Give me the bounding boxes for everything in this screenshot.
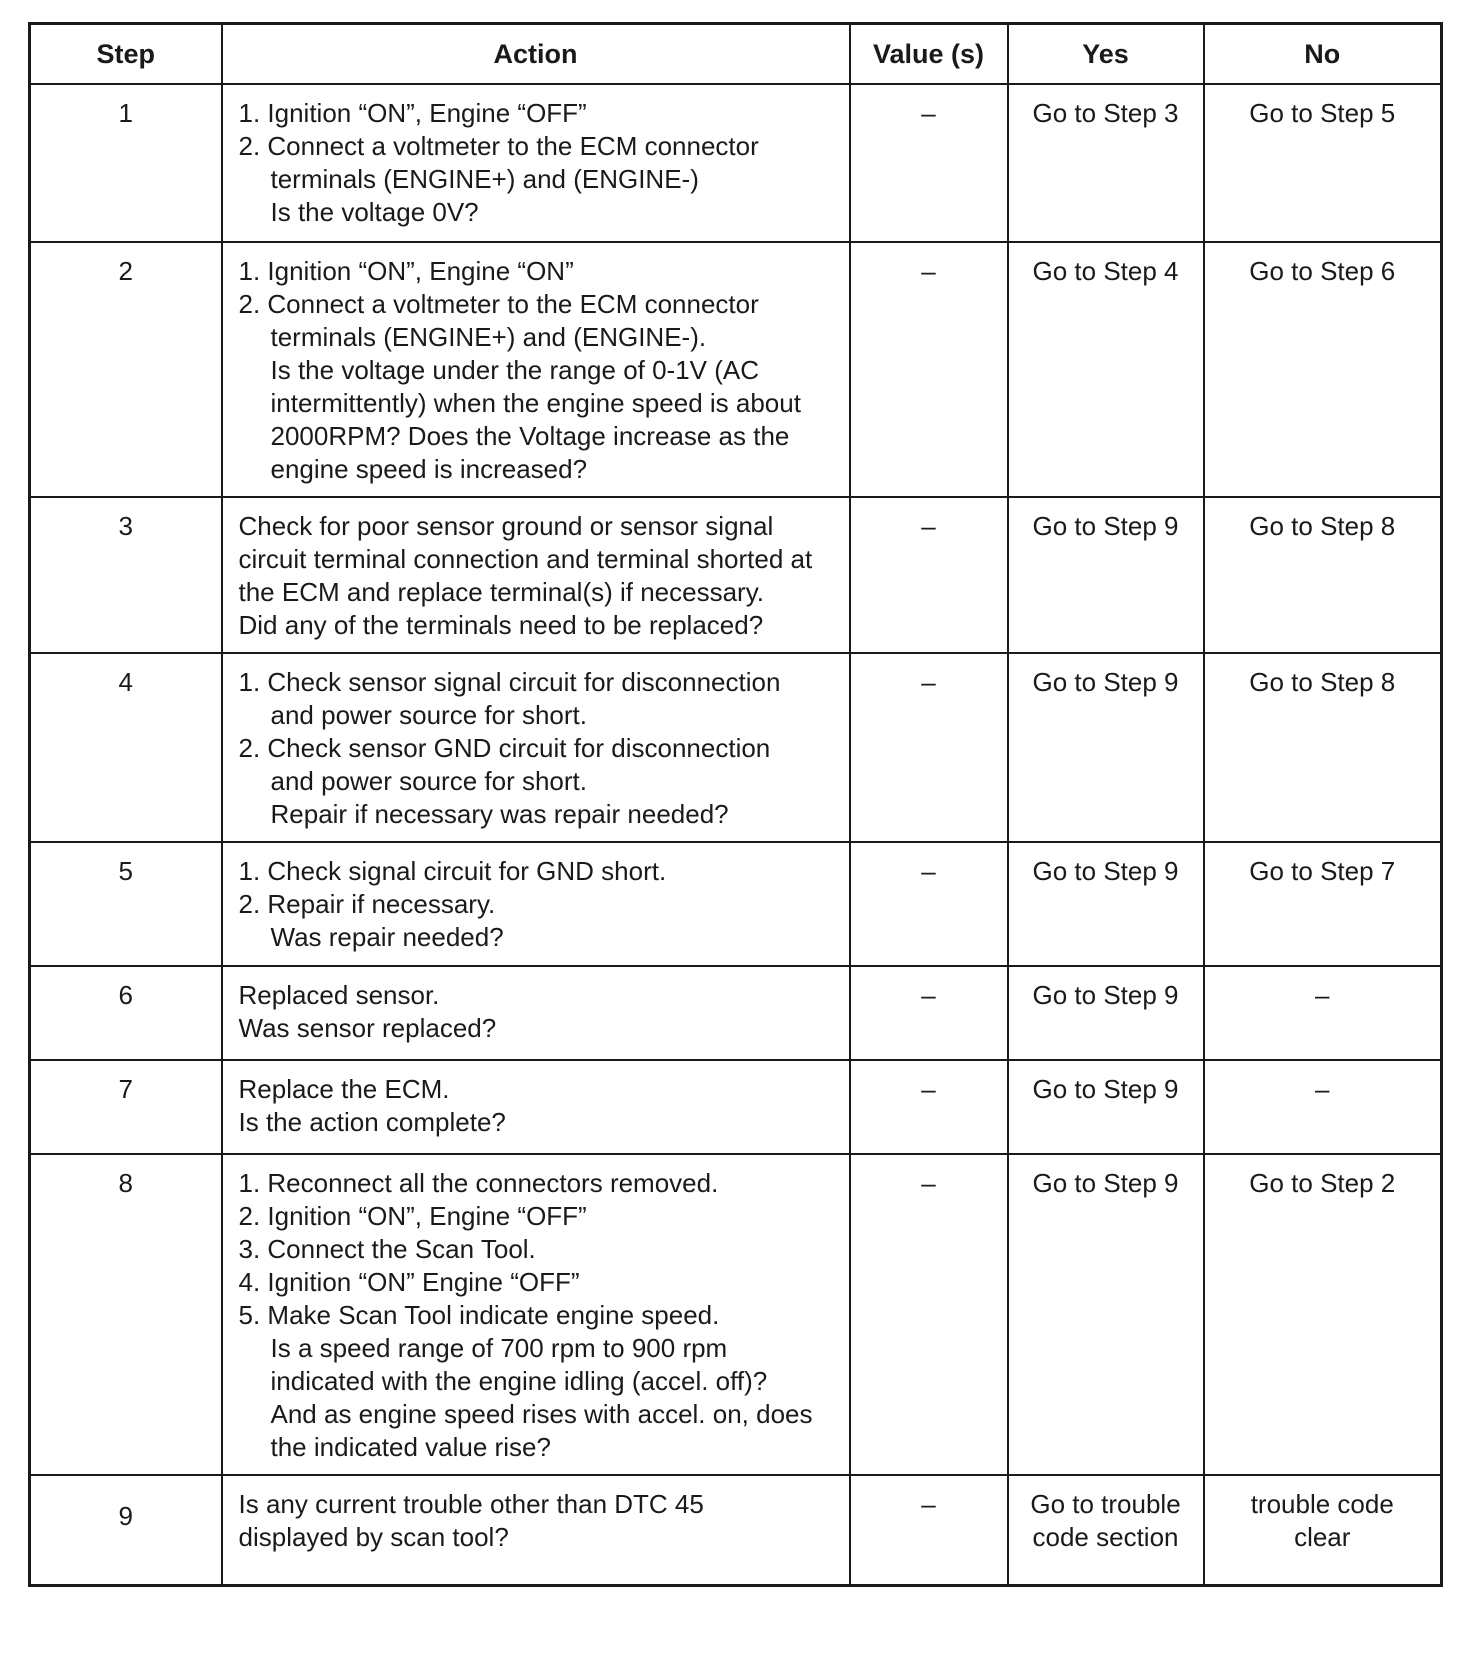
yes-line: code section [1032,1522,1179,1552]
action-line: circuit terminal connection and terminal shorted at [238,544,813,574]
action-line: Is any current trouble other than DTC 45 [238,1489,704,1519]
header-step: Step [30,24,222,85]
action-line: engine speed is increased? [270,454,588,484]
action-line: intermittently) when the engine speed is about [270,388,801,418]
step-cell: 2 [30,242,222,497]
action-line: 2. Check sensor GND circuit for disconnection [238,733,771,763]
no-cell: Go to Step 8 [1204,497,1442,653]
table-row [30,1060,1442,1154]
action-line: 2. Connect a voltmeter to the ECM connector [238,289,759,319]
header-value: Value (s) [850,24,1008,85]
no-cell [1204,1475,1442,1585]
table-row [30,1154,1442,1475]
table-row [30,497,1442,653]
action-line: the ECM and replace terminal(s) if necessary. [238,577,764,607]
action-line: terminals (ENGINE+) and (ENGINE-) [270,164,699,194]
value-cell: – [850,653,1008,842]
action-line: 5. Make Scan Tool indicate engine speed. [238,1300,720,1330]
table-row [30,1475,1442,1585]
action-line: 1. Ignition “ON”, Engine “OFF” [238,98,587,128]
no-cell: – [1204,966,1442,1060]
value-cell: – [850,1154,1008,1475]
value-cell: – [850,1060,1008,1154]
no-cell: Go to Step 8 [1204,653,1442,842]
yes-line: Go to trouble [1030,1489,1181,1519]
table-row [30,242,1442,497]
action-line: Is the voltage under the range of 0-1V (AC [270,355,760,385]
table-row [30,84,1442,242]
yes-cell: Go to Step 9 [1008,1154,1204,1475]
action-line: Was sensor replaced? [238,1013,497,1043]
step-cell: 9 [30,1475,222,1585]
header-no: No [1204,24,1442,85]
value-cell: – [850,497,1008,653]
action-line: Did any of the terminals need to be replaced? [238,610,764,640]
step-cell: 8 [30,1154,222,1475]
step-cell: 6 [30,966,222,1060]
action-line: Was repair needed? [270,922,504,952]
action-line: 1. Ignition “ON”, Engine “ON” [238,256,574,286]
action-line: terminals (ENGINE+) and (ENGINE-). [270,322,707,352]
action-cell [222,653,850,842]
action-line: And as engine speed rises with accel. on, does [270,1399,813,1429]
action-line: displayed by scan tool? [238,1522,509,1552]
no-cell: – [1204,1060,1442,1154]
step-cell: 1 [30,84,222,242]
action-line: and power source for short. [270,700,587,730]
action-cell [222,966,850,1060]
action-line: Check for poor sensor ground or sensor signal [238,511,774,541]
action-cell [222,1475,850,1585]
yes-cell: Go to Step 9 [1008,497,1204,653]
step-cell: 4 [30,653,222,842]
yes-cell: Go to Step 9 [1008,1060,1204,1154]
action-cell [222,497,850,653]
header-yes: Yes [1008,24,1204,85]
diagnostic-table [28,22,1443,1587]
action-line: Is a speed range of 700 rpm to 900 rpm [270,1333,728,1363]
value-cell: – [850,84,1008,242]
action-line: 4. Ignition “ON” Engine “OFF” [238,1267,580,1297]
action-cell [222,1154,850,1475]
action-line: 1. Check signal circuit for GND short. [238,856,667,886]
yes-cell [1008,1475,1204,1585]
action-line: 2. Repair if necessary. [238,889,496,919]
value-cell: – [850,966,1008,1060]
header-action: Action [222,24,850,85]
action-line: 2. Connect a voltmeter to the ECM connector [238,131,759,161]
table-body [30,84,1442,1585]
value-cell: – [850,842,1008,966]
action-line: 2000RPM? Does the Voltage increase as the [270,421,790,451]
action-line: the indicated value rise? [270,1432,551,1462]
action-cell [222,242,850,497]
header-row [30,24,1442,85]
table-row [30,966,1442,1060]
yes-cell: Go to Step 9 [1008,842,1204,966]
action-line: Repair if necessary was repair needed? [270,799,729,829]
no-cell: Go to Step 7 [1204,842,1442,966]
no-cell: Go to Step 5 [1204,84,1442,242]
value-cell: – [850,1475,1008,1585]
value-cell: – [850,242,1008,497]
action-line: 1. Reconnect all the connectors removed. [238,1168,719,1198]
table-row [30,842,1442,966]
no-cell: Go to Step 2 [1204,1154,1442,1475]
step-cell: 3 [30,497,222,653]
action-line: Is the action complete? [238,1107,506,1137]
action-line: 3. Connect the Scan Tool. [238,1234,536,1264]
action-line: 1. Check sensor signal circuit for disconnection [238,667,781,697]
no-line: clear [1294,1522,1351,1552]
action-line: Is the voltage 0V? [270,197,479,227]
step-cell: 7 [30,1060,222,1154]
action-cell [222,84,850,242]
action-cell [222,842,850,966]
step-cell: 5 [30,842,222,966]
action-line: Replace the ECM. [238,1074,450,1104]
table-row [30,653,1442,842]
action-line: 2. Ignition “ON”, Engine “OFF” [238,1201,587,1231]
action-cell [222,1060,850,1154]
action-line: indicated with the engine idling (accel. off)? [270,1366,768,1396]
no-cell: Go to Step 6 [1204,242,1442,497]
yes-cell: Go to Step 4 [1008,242,1204,497]
action-line: Replaced sensor. [238,980,440,1010]
yes-cell: Go to Step 9 [1008,653,1204,842]
no-line: trouble code [1250,1489,1394,1519]
yes-cell: Go to Step 9 [1008,966,1204,1060]
action-line: and power source for short. [270,766,587,796]
yes-cell: Go to Step 3 [1008,84,1204,242]
